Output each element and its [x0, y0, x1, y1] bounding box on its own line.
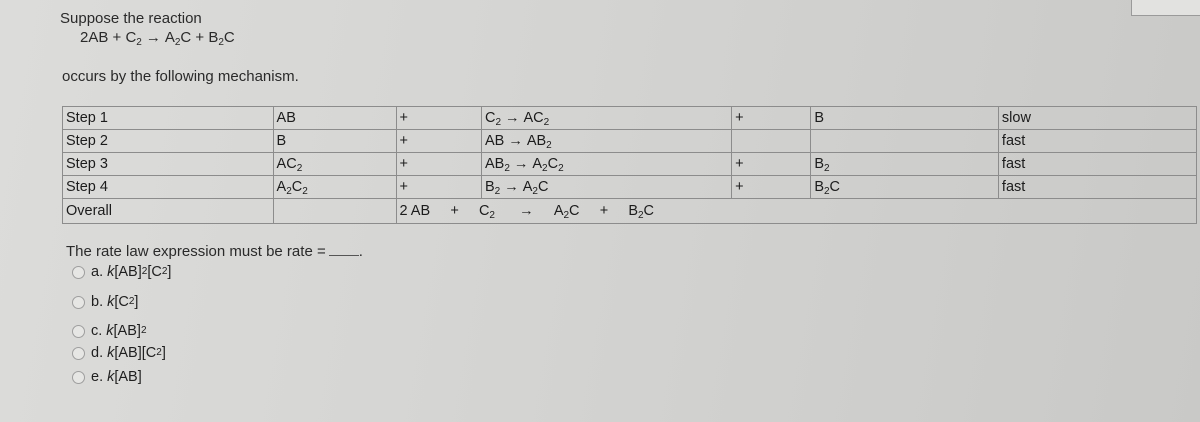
- option-b[interactable]: b. k [C 2 ]: [72, 291, 138, 313]
- rate-cell: fast: [998, 176, 1196, 199]
- plus-cell: +: [732, 176, 811, 199]
- equation-cell: $C_2 \to AC_2$: [481, 107, 731, 130]
- option-a[interactable]: a. k [AB] 2 [C 2 ]: [72, 261, 171, 283]
- radio-button[interactable]: [72, 371, 85, 384]
- plus-cell: +: [396, 130, 481, 153]
- product-cell: $B_2C$: [811, 176, 999, 199]
- equation-cell: AB → $AB_2$: [481, 130, 731, 153]
- table-row: [63, 153, 1197, 176]
- plus-cell: +: [396, 107, 481, 130]
- equation-cell: $AB_2 \to A_2C_2$: [481, 153, 731, 176]
- radio-button[interactable]: [72, 325, 85, 338]
- product-cell: [811, 130, 999, 153]
- product-cell: B: [811, 107, 999, 130]
- equation-cell: $B_2 \to A_2C$: [481, 176, 731, 199]
- rate-law-prompt: The rate law expression must be rate = .: [66, 243, 363, 260]
- plus-cell: +: [396, 153, 481, 176]
- intro-text: Suppose the reaction: [60, 10, 202, 27]
- mechanism-table: [62, 106, 1197, 224]
- reactant-cell: $A_2C_2$: [273, 176, 396, 199]
- step-label: Step 2: [63, 130, 274, 153]
- reactant-cell: AB: [273, 107, 396, 130]
- top-right-input-box[interactable]: [1131, 0, 1200, 16]
- mechanism-intro: occurs by the following mechanism.: [62, 68, 299, 85]
- plus-cell: +: [396, 176, 481, 199]
- reactant-cell: [273, 199, 396, 224]
- option-c[interactable]: c. k [AB] 2: [72, 320, 147, 342]
- step-label: Overall: [63, 199, 274, 224]
- table-row-overall: [63, 199, 1197, 224]
- table-row: [63, 130, 1197, 153]
- radio-button[interactable]: [72, 266, 85, 279]
- step-label: Step 1: [63, 107, 274, 130]
- rate-cell: slow: [998, 107, 1196, 130]
- radio-button[interactable]: [72, 296, 85, 309]
- plus-cell: +: [732, 153, 811, 176]
- plus-cell: +: [732, 107, 811, 130]
- overall-reaction: $2AB + C_2 \to A_2C + B_2C$: [80, 29, 235, 48]
- answer-blank: [329, 243, 359, 256]
- table-row: [63, 176, 1197, 199]
- plus-cell: [732, 130, 811, 153]
- reactant-cell: $AC_2$: [273, 153, 396, 176]
- table-row: [63, 107, 1197, 130]
- overall-equation: 2 AB + $C_2$ → $A_2C$ + $B_2C$: [396, 199, 1196, 224]
- step-label: Step 4: [63, 176, 274, 199]
- rate-cell: fast: [998, 130, 1196, 153]
- option-d[interactable]: d. k [AB][C 2 ]: [72, 342, 166, 364]
- reactant-cell: B: [273, 130, 396, 153]
- option-e[interactable]: e. k [AB]: [72, 366, 142, 388]
- rate-cell: fast: [998, 153, 1196, 176]
- product-cell: $B_2$: [811, 153, 999, 176]
- radio-button[interactable]: [72, 347, 85, 360]
- step-label: Step 3: [63, 153, 274, 176]
